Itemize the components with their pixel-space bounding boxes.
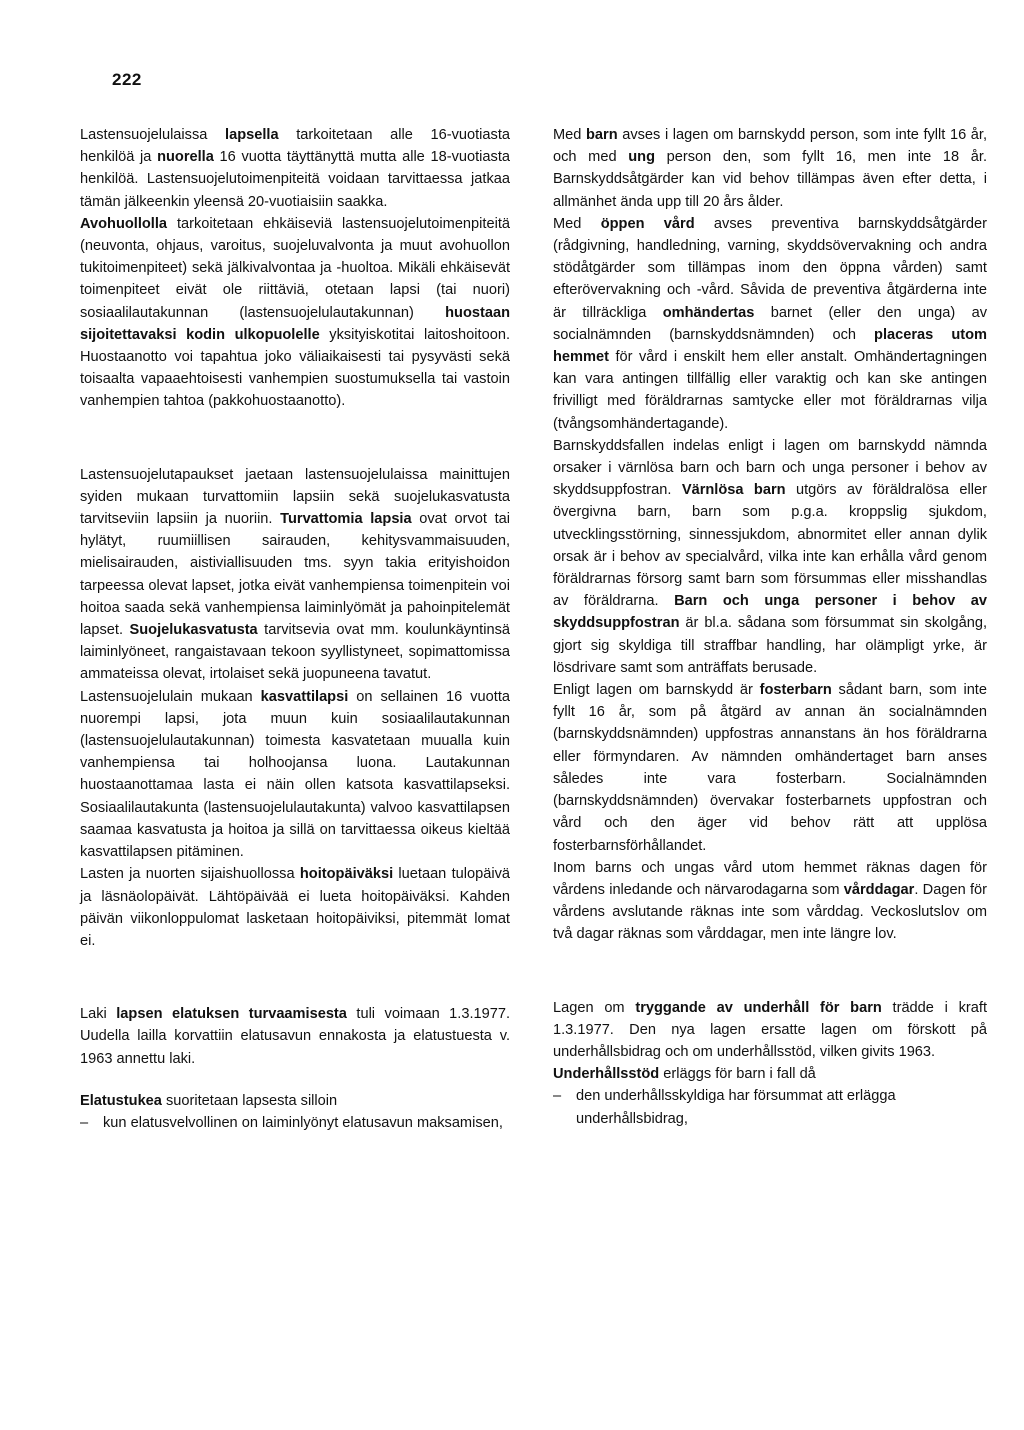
- paragraph: [553, 124, 987, 213]
- bold-term: Avohuollolla: [80, 215, 168, 232]
- bold-term: hoitopäiväksi: [299, 866, 394, 883]
- bold-term: nuorella: [157, 149, 214, 166]
- paragraph: [80, 686, 510, 864]
- text-run: tarkoitetaan ehkäiseviä lastensuojelutoimenpiteitä (neuvonta, ohjaus, varoitus, suojeluvalvonta ja muut avohuollon tukitoimenpiteet) sekä jälkivalvontaa ja -huoltoa. Mikäli ehkäisevät toimenpiteet eivät ole riittäviä, otetaan lapsi (tai nuori) sosiaalilautakunnan (lastensuojelulautakunnan): [80, 215, 510, 321]
- bold-term: Värnlösa barn: [681, 482, 786, 499]
- bold-term: omhändertas: [662, 304, 755, 321]
- text-run: ovat orvot tai hylätyt, ruumiillisen sairauden, kehitysvammaisuuden, mielisairauden, aistiviallisuuden tms. syyn takia erityishoidon tarpeessa olevat lapset, jotka eivät vanhempiensa toimenpitein voi hoitoa saada sekä vanhempiensa laiminlyömät ja pahoinpitelemät lapset.: [80, 511, 511, 639]
- text-run: barnet (eller den unga) av socialnämnden (barnskyddsnämnden) och: [553, 304, 987, 343]
- paragraph: [553, 213, 987, 435]
- text-run: Lagen om: [553, 999, 636, 1016]
- paragraph: [80, 464, 510, 686]
- paragraph: [553, 679, 987, 857]
- bold-term: barn: [586, 127, 618, 143]
- text-run: för vård i enskilt hem eller anstalt. Omhändertagningen kan vara antingen tillfällig eller varaktig och kan ske antingen frivilligt med föräldrarnas samtycke eller mot föräldrarnas vilja (tvångsomhändertagande).: [553, 349, 987, 432]
- bold-term: lapsella: [225, 127, 279, 143]
- text-run: Med: [553, 215, 601, 232]
- bold-term: vårddagar: [843, 881, 915, 898]
- swedish-column: [553, 124, 987, 1130]
- text-run: 16 vuotta täyttänyttä mutta alle 18-vuotiasta henkilöä. Lastensuojelutoimenpiteitä voidaan tarvittaessa jatkaa tämän jälkeenkin yleensä 20-vuotiaisiin saakka.: [80, 149, 510, 210]
- bold-term: Elatustukea: [80, 1092, 162, 1109]
- text-run: den underhållsskyldiga har försummat att erlägga underhållsbidrag,: [576, 1088, 896, 1127]
- finnish-column: [80, 124, 510, 1134]
- dash-list-text: [103, 1112, 510, 1134]
- paragraph: [553, 857, 987, 946]
- bold-term: Turvattomia lapsia: [280, 511, 412, 528]
- text-run: Lasten ja nuorten sijaishuollossa: [80, 866, 300, 883]
- bold-term: ung: [628, 149, 655, 166]
- text-run: Inom barns och ungas vård utom hemmet räknas dagen för vårdens inledande och närvarodagarna som: [553, 859, 987, 898]
- text-run: avses preventiva barnskyddsåtgärder (rådgivning, handledning, varning, skyddsövervakning och andra stödåtgärder som tillämpas inom den öppna vården) samt efterövervakning och -vård. Såvida de preventiva åtgärderna inte är tillräckliga: [553, 215, 987, 321]
- text-run: person den, som fyllt 16, men inte 18 år. Barnskyddsåtgärder kan vid behov tillämpas även efter detta, i allmänhet ända upp till 20 års ålder.: [553, 149, 987, 210]
- paragraph: [80, 1090, 510, 1112]
- paragraph: [80, 1003, 510, 1070]
- dash-list-item: [80, 1112, 510, 1134]
- text-run: yksityiskotitai laitoshoitoon. Huostaanotto voi tapahtua joko väliaikaisesti tai pysyvästi sekä toisaalta vapaaehtoisesti vanhempien suostumuksella tai vastoin vanhempien tahtoa (pakkohuostaanotto).: [80, 326, 510, 410]
- dash-list-item: [553, 1085, 987, 1129]
- text-run: Laki: [80, 1006, 117, 1023]
- dash-bullet: –: [80, 1114, 89, 1131]
- bold-term: Suojelukasvatusta: [129, 622, 258, 639]
- dash-list-text: [576, 1085, 987, 1129]
- bold-term: huostaan sijoitettavaksi kodin ulkopuolelle: [80, 304, 510, 343]
- paragraph: [553, 997, 987, 1064]
- bold-term: placeras utom hemmet: [553, 326, 987, 366]
- text-run: luetaan tulopäivä ja läsnäolopäivät. Lähtöpäivää ei lueta hoitopäiväksi. Kahden päivän viikonloppulomat lasketaan hoitopäiviksi, pitemmät lomat ei.: [80, 866, 510, 949]
- text-run: Enligt lagen om barnskydd är: [553, 682, 760, 699]
- bold-term: öppen vård: [600, 215, 695, 232]
- text-run: on sellainen 16 vuotta nuorempi lapsi, jota muun kuin sosiaalilautakunnan (lastensuojelulautakunnan) toimesta kasvatetaan muualla kuin vanhempiensa tai holhoojansa luona. Lautakunnan huostaanottamaa lasta ei näin ollen katsota kasvattilapseksi. Sosiaalilautakunta (lastensuojelulautakunta) valvoo kasvattilapsen saamaa kasvatusta ja hoitoa ja sillä on tarvittaessa oikeus kieltää kasvattilapsen pitäminen.: [80, 688, 511, 861]
- text-run: Lastensuojelutapaukset jaetaan lastensuojelulaissa mainittujen syiden mukaan turvattomiin lapsiin sekä suojelukasvatusta tarvitseviin lapsiin ja nuoriin.: [80, 466, 510, 528]
- text-run: . Dagen för vårdens avslutande räknas inte som vårddag. Veckoslutslov om två dagar räknas som vårddagar, men inte längre lov.: [553, 881, 987, 943]
- text-run: tarvitsevia ovat mm. koulunkäyntinsä laiminlyöneet, rangaistavaan tekoon syyllistyneet, sopimattomissa ammateissa olevat, irtolaiset sekä juopuneena tavatut.: [80, 622, 510, 683]
- text-run: erläggs för barn i fall då: [659, 1066, 816, 1083]
- text-run: kun elatusvelvollinen on laiminlyönyt elatusavun maksamisen,: [103, 1114, 503, 1131]
- paragraph: [80, 124, 510, 213]
- text-run: tarkoitetaan alle 16-vuotiasta henkilöä ja: [80, 127, 510, 166]
- paragraph: [80, 863, 510, 952]
- bold-term: lapsen elatuksen turvaamisesta: [116, 1006, 347, 1023]
- bold-term: kasvattilapsi: [260, 688, 349, 705]
- dash-bullet: –: [553, 1088, 562, 1105]
- text-run: är bl.a. sådana som försummat sin skolgång, gjort sig skyldiga till straffbar handling, har olämpligt yrke, är lösdrivare samt som anträffats berusade.: [553, 615, 987, 676]
- text-run: sådant barn, som inte fyllt 16 år, som på åtgärd av annan än socialnämnden (barnskyddsnämnden) uppfostras annanstans än hos föräldrarna eller förmyndaren. Av nämnden omhändertaget barn anses således inte vara fosterbarn. Socialnämnden (barnskyddsnämnden) övervakar fosterbarnets uppfostran och vård och den äger vid behov rätt att upplösa fosterbarnsförhållandet.: [553, 682, 987, 854]
- bold-term: Underhållsstöd: [553, 1066, 660, 1083]
- paragraph: [553, 1063, 987, 1085]
- text-run: suoritetaan lapsesta silloin: [161, 1092, 338, 1109]
- page-number: 222: [112, 70, 142, 89]
- bold-term: Barn och unga personer i behov av skyddsuppfostran: [553, 593, 987, 632]
- text-run: tuli voimaan 1.3.1977. Uudella lailla korvattiin elatusavun ennakosta ja elatustuesta v. 1963 annettu laki.: [80, 1006, 511, 1067]
- text-run: Med: [553, 127, 586, 143]
- bold-term: tryggande av underhåll för barn: [635, 999, 882, 1016]
- text-run: utgörs av föräldralösa eller övergivna barn, barn som p.g.a. kroppslig sjukdom, utvecklingsstörning, sinnessjukdom, abnormitet eller annan dylik orsak är i behov av specialvård, vilka inte kan erhålla vård genom föräldrarnas försorg samt barn som försummas eller misshandlas av föräldrarna.: [553, 482, 987, 610]
- text-run: Barnskyddsfallen indelas enligt i lagen om barnskydd nämnda orsaker i värnlösa barn och barn och unga personer i behov av skyddsuppfostran.: [553, 437, 987, 499]
- text-run: avses i lagen om barnskydd person, som inte fyllt 16 år, och med: [553, 127, 988, 166]
- text-run: Lastensuojelulain mukaan: [80, 688, 261, 705]
- text-run: trädde i kraft 1.3.1977. Den nya lagen ersatte lagen om förskott på underhållsbidrag och om underhållsstöd, vilken givits 1963.: [553, 999, 987, 1060]
- paragraph: [553, 435, 987, 679]
- bold-term: fosterbarn: [759, 682, 832, 699]
- paragraph: [80, 213, 510, 413]
- text-run: Lastensuojelulaissa: [80, 127, 226, 143]
